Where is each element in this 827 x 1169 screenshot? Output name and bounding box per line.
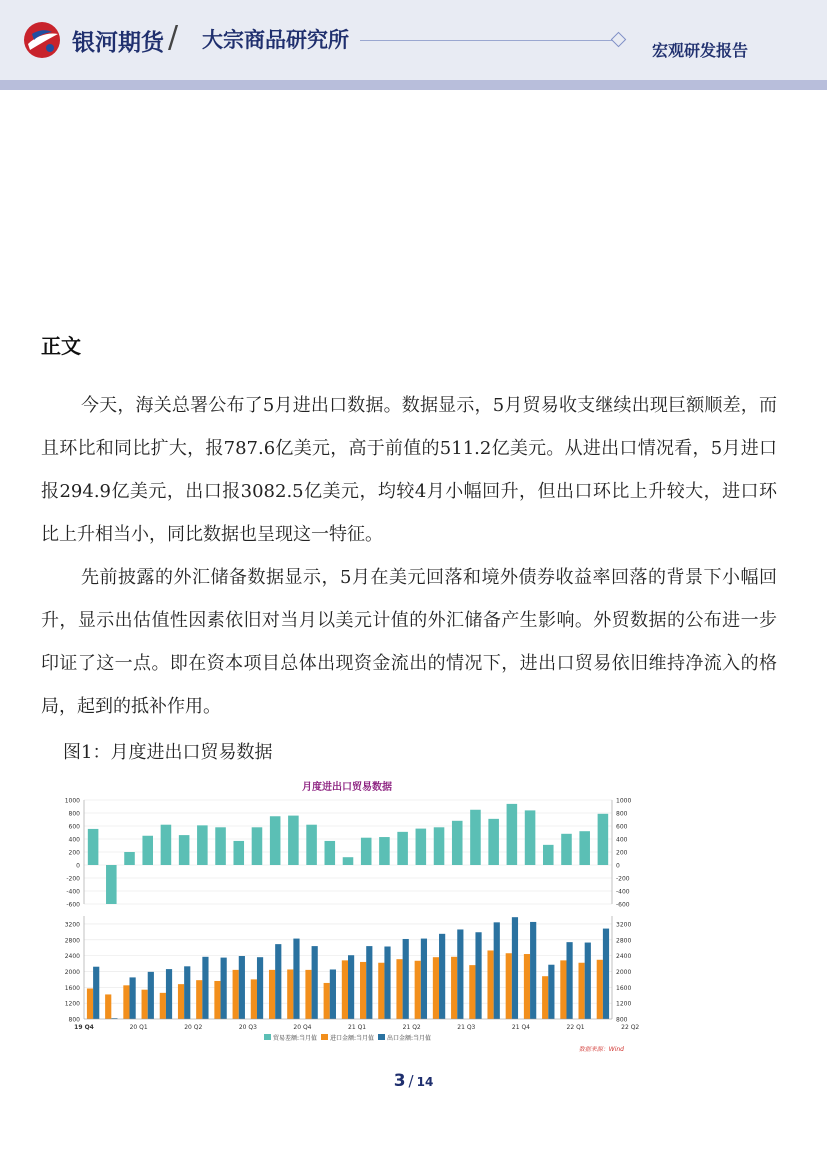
y-tick-label-left: 2000	[64, 968, 80, 976]
bar	[361, 838, 372, 865]
page-current: 3	[393, 1071, 406, 1091]
bar	[342, 960, 348, 1019]
y-tick-label-left: 600	[68, 823, 80, 831]
bar	[93, 967, 99, 1019]
x-tick-label: 21 Q2	[402, 1024, 421, 1031]
bar	[325, 841, 336, 865]
figure-caption: 图1：月度进出口贸易数据	[63, 742, 273, 763]
bar	[566, 942, 572, 1019]
bar	[197, 825, 208, 865]
bar	[178, 984, 184, 1019]
bar	[434, 827, 445, 865]
bar	[403, 939, 409, 1019]
bar	[469, 965, 475, 1019]
bar	[106, 865, 117, 904]
legend-swatch	[264, 1034, 271, 1040]
bar	[233, 841, 244, 865]
y-tick-label-left: 3200	[64, 921, 80, 929]
bar	[305, 970, 311, 1019]
x-tick-label: 22 Q2	[621, 1024, 640, 1031]
y-tick-label-left: 2400	[64, 953, 80, 961]
bar	[585, 943, 591, 1019]
bar	[166, 969, 172, 1019]
y-tick-label-left: 1200	[64, 1000, 80, 1008]
institute-name: 大宗商品研究所	[202, 28, 349, 52]
bar	[257, 957, 263, 1019]
page-number	[0, 1071, 827, 1091]
legend-swatch	[321, 1034, 328, 1040]
y-tick-label-left: 2800	[64, 937, 80, 945]
bar	[239, 956, 245, 1019]
x-tick-label: 22 Q1	[566, 1024, 585, 1031]
bar	[416, 829, 427, 865]
y-tick-label-right: 800	[616, 810, 628, 818]
x-tick-label: 20 Q4	[293, 1024, 312, 1031]
bar	[488, 819, 499, 865]
page-header	[0, 0, 827, 80]
bar	[124, 852, 135, 865]
bar	[269, 970, 275, 1019]
bar	[343, 857, 354, 865]
bar	[487, 950, 493, 1019]
galaxy-logo-icon	[22, 20, 62, 60]
bar	[603, 929, 609, 1019]
brand-name: 银河期货	[72, 30, 164, 56]
y-tick-label-right: 2000	[616, 968, 632, 976]
bar	[330, 969, 336, 1019]
bar	[288, 816, 299, 865]
diamond-icon	[611, 32, 627, 48]
y-tick-label-right: 3200	[616, 921, 632, 929]
y-tick-label-left: 0	[76, 862, 80, 870]
bar	[396, 959, 402, 1019]
bar	[457, 929, 463, 1019]
bar	[494, 922, 500, 1019]
trade-chart-svg	[58, 774, 640, 1060]
y-tick-label-left: -400	[66, 888, 80, 896]
bar	[452, 821, 463, 865]
chart-source: 数据来源：Wind	[578, 1046, 624, 1053]
bar	[214, 981, 220, 1019]
bar	[524, 954, 530, 1019]
header-band	[0, 80, 827, 90]
bar	[270, 816, 281, 865]
bar	[421, 939, 427, 1019]
bar	[548, 965, 554, 1019]
y-tick-label-left: 800	[68, 810, 80, 818]
bar	[312, 946, 318, 1019]
bar	[379, 837, 390, 865]
bar	[579, 831, 590, 865]
bar	[252, 827, 263, 865]
y-tick-label-right: -600	[616, 901, 630, 909]
x-tick-label: 20 Q3	[238, 1024, 257, 1031]
y-tick-label-right: 1600	[616, 984, 632, 992]
legend-label: 贸易差额:当月值	[273, 1035, 318, 1042]
trade-chart	[58, 774, 640, 1060]
bar	[415, 961, 421, 1019]
bar	[348, 955, 354, 1019]
bar	[87, 988, 93, 1019]
bar	[384, 947, 390, 1019]
bar	[597, 960, 603, 1019]
bar	[512, 917, 518, 1019]
y-tick-label-right: 600	[616, 823, 628, 831]
y-tick-label-right: 0	[616, 862, 620, 870]
paragraph-2: 先前披露的外汇储备数据显示，5月在美元回落和境外债券收益率回落的背景下小幅回升，显示出估值性因素依旧对当月以美元计值的外汇储备产生影响。外贸数据的公布进一步印证了这一点。即在资本项目总体出现资金流出的情况下，进出口贸易依旧维持净流入的格局，起到的抵补作用。	[41, 567, 777, 717]
paragraph-1: 今天，海关总署公布了5月进出口数据。数据显示，5月贸易收支继续出现巨额顺差，而且环比和同比扩大，报787.6亿美元，高于前值的511.2亿美元。从进出口情况看，5月进口报294.9亿美元，出口报3082.5亿美元，均较4月小幅回升，但出口环比上升较大，进口环比上升相当小，同比数据也呈现这一特征。	[41, 395, 777, 545]
bar	[560, 960, 566, 1019]
bar	[306, 825, 317, 865]
y-tick-label-left: -200	[66, 875, 80, 883]
y-tick-label-right: -200	[616, 875, 630, 883]
bar	[130, 977, 136, 1019]
bar	[525, 810, 536, 865]
y-tick-label-right: -400	[616, 888, 630, 896]
bar	[233, 970, 239, 1019]
y-tick-label-left: 200	[68, 849, 80, 857]
legend-label: 进口金额:当月值	[330, 1035, 375, 1042]
y-tick-label-left: 1600	[64, 984, 80, 992]
bar	[221, 958, 227, 1019]
page-total: 14	[416, 1075, 434, 1089]
bar	[561, 834, 572, 865]
bar	[142, 990, 148, 1019]
bar	[451, 957, 457, 1019]
page-separator: /	[408, 1072, 414, 1090]
x-tick-label: 20 Q2	[184, 1024, 203, 1031]
bar	[360, 962, 366, 1019]
y-tick-label-right: 2400	[616, 953, 632, 961]
x-tick-label: 20 Q1	[129, 1024, 148, 1031]
y-tick-label-right: 1200	[616, 1000, 632, 1008]
bar	[275, 944, 281, 1019]
bar	[196, 980, 202, 1019]
bar	[543, 845, 554, 865]
bar	[598, 814, 609, 865]
x-tick-label: 21 Q1	[348, 1024, 367, 1031]
report-type: 宏观研发报告	[652, 41, 749, 60]
legend-label: 出口金额:当月值	[387, 1035, 432, 1042]
x-tick-label: 21 Q3	[457, 1024, 476, 1031]
bar	[470, 810, 481, 865]
bar	[184, 966, 190, 1019]
y-tick-label-left: 800	[68, 1016, 80, 1024]
bar	[530, 922, 536, 1019]
header-divider: /	[168, 20, 179, 55]
bar	[378, 963, 384, 1019]
bar	[160, 993, 166, 1019]
chart-title: 月度进出口贸易数据	[302, 782, 392, 793]
y-tick-label-right: 400	[616, 836, 628, 844]
bar	[293, 939, 299, 1019]
bar	[507, 804, 518, 865]
bar	[506, 953, 512, 1019]
bar	[578, 963, 584, 1019]
bar	[287, 969, 293, 1019]
y-tick-label-right: 200	[616, 849, 628, 857]
y-tick-label-right: 2800	[616, 937, 632, 945]
bar	[366, 946, 372, 1019]
y-tick-label-left: 400	[68, 836, 80, 844]
bar	[324, 983, 330, 1019]
x-tick-label: 19 Q4	[74, 1024, 94, 1031]
bar	[123, 985, 129, 1019]
header-rule	[360, 40, 612, 41]
y-tick-label-left: -600	[66, 901, 80, 909]
section-title: 正文	[41, 334, 81, 358]
bar	[148, 972, 154, 1019]
bar	[161, 825, 172, 865]
y-tick-label-right: 800	[616, 1016, 628, 1024]
bar	[179, 835, 190, 865]
bar	[433, 957, 439, 1019]
legend-swatch	[378, 1034, 385, 1040]
bar	[88, 829, 99, 865]
x-tick-label: 21 Q4	[511, 1024, 531, 1031]
bar	[202, 957, 208, 1019]
bar	[105, 994, 111, 1019]
bar	[439, 934, 445, 1019]
bar	[142, 836, 153, 865]
bar	[542, 976, 548, 1019]
y-tick-label-left: 1000	[64, 797, 80, 805]
bar	[251, 979, 257, 1019]
y-tick-label-right: 1000	[616, 797, 632, 805]
bar	[475, 932, 481, 1019]
bar	[215, 827, 226, 865]
bar	[397, 832, 408, 865]
